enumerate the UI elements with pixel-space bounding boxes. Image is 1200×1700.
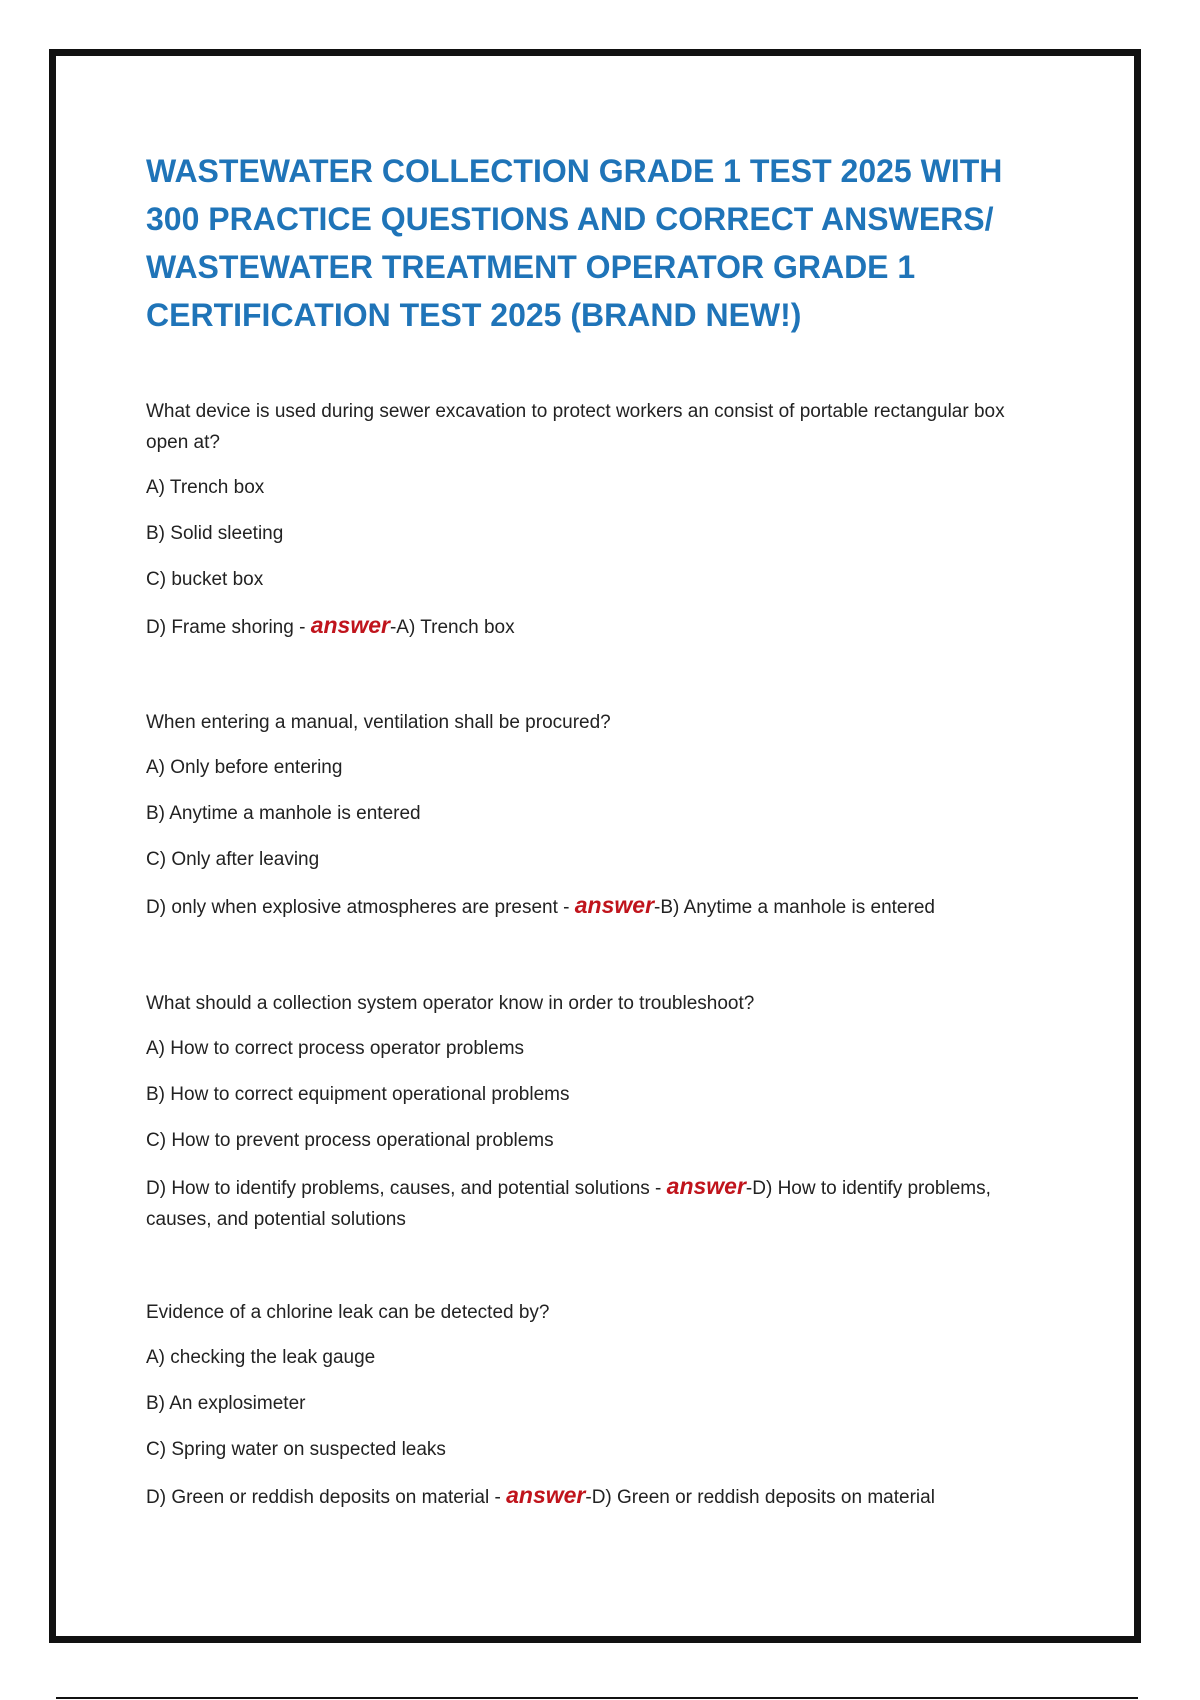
option-a: A) Trench box (146, 477, 265, 498)
question-block (146, 988, 1046, 1235)
option-d-with-answer (146, 1480, 1046, 1513)
option-c: C) Spring water on suspected leaks (146, 1439, 446, 1460)
question-block (146, 396, 1046, 643)
question-block (146, 1297, 1046, 1513)
question-text: When entering a manual, ventilation shall be procured? (146, 712, 611, 733)
option-d: D) Frame shoring - (146, 617, 311, 638)
correct-answer: -A) Trench box (389, 617, 515, 638)
option-c: C) bucket box (146, 569, 264, 590)
option-d-with-answer (146, 610, 1046, 643)
option-a: A) Only before entering (146, 757, 343, 778)
option-d: D) only when explosive atmospheres are present - (146, 897, 575, 918)
option-d-with-answer (146, 890, 1046, 923)
question-text: What device is used during sewer excavation to protect workers an consist of portable rectangular box open at? (146, 401, 1005, 453)
document-title: WASTEWATER COLLECTION GRADE 1 TEST 2025 WITH 300 PRACTICE QUESTIONS AND CORRECT ANSWERS/ WASTEWATER TREATMENT OPERATOR GRADE 1 CERTIFICATION TEST 2025 (BRAND NEW!) (146, 153, 1003, 333)
question-text: What should a collection system operator know in order to troubleshoot? (146, 993, 755, 1014)
option-b: B) Solid sleeting (146, 523, 284, 544)
option-b: B) How to correct equipment operational problems (146, 1084, 570, 1105)
option-c: C) Only after leaving (146, 849, 320, 870)
answer-label: answer (574, 892, 655, 918)
option-d: D) Green or reddish deposits on material - (146, 1487, 507, 1508)
option-d-with-answer (146, 1171, 1046, 1235)
question-block (146, 707, 1046, 923)
question-text: Evidence of a chlorine leak can be detected by? (146, 1302, 550, 1323)
option-a: A) checking the leak gauge (146, 1347, 376, 1368)
answer-label: answer (310, 612, 390, 638)
answer-label: answer (506, 1482, 586, 1508)
correct-answer: -B) Anytime a manhole is entered (654, 897, 935, 918)
option-d: D) How to identify problems, causes, and potential solutions - (146, 1178, 667, 1199)
option-b: B) Anytime a manhole is entered (146, 803, 421, 824)
page-divider (56, 1697, 1138, 1699)
option-b: B) An explosimeter (146, 1393, 306, 1414)
option-a: A) How to correct process operator problems (146, 1038, 525, 1059)
option-c: C) How to prevent process operational problems (146, 1130, 554, 1151)
correct-answer: -D) Green or reddish deposits on material (585, 1487, 935, 1508)
correct-answer: -D) How to identify problems, causes, and potential solutions (146, 1178, 991, 1230)
answer-label: answer (666, 1173, 746, 1199)
